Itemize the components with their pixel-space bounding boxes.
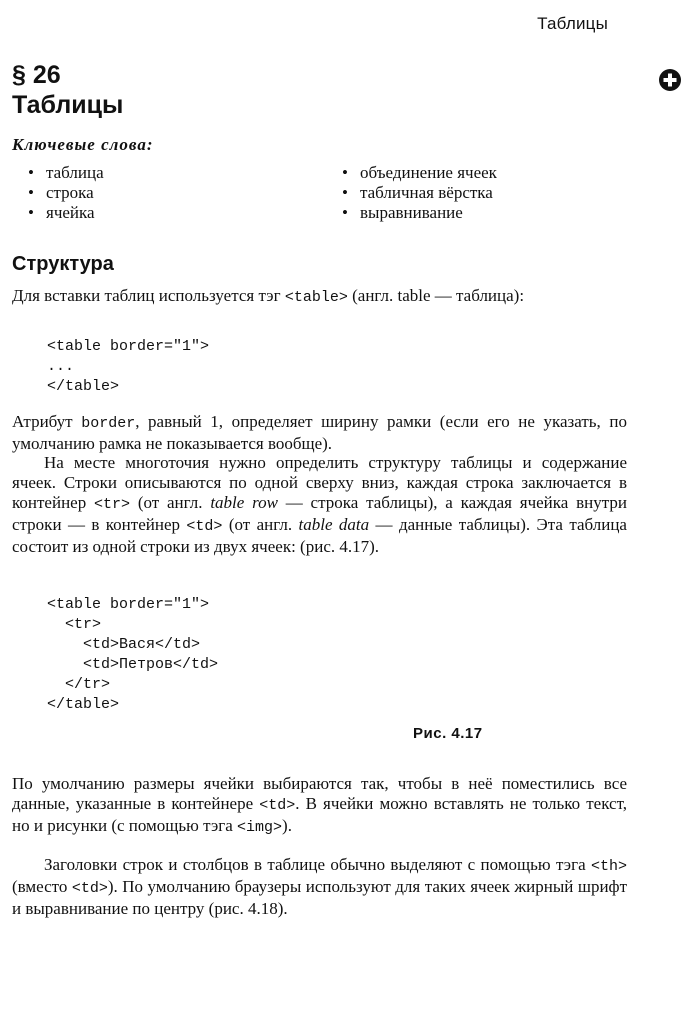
code-line: ... — [47, 358, 75, 375]
keywords-label: Ключевые слова: — [12, 135, 154, 154]
code-line: <td>Вася</td> — [47, 636, 201, 653]
code-line: <table border="1"> — [47, 338, 210, 355]
code-line: </table> — [47, 696, 120, 713]
code-line: <tr> — [47, 616, 102, 633]
keyword-item: • ячейка — [26, 203, 104, 223]
section-number: § 26 — [12, 61, 61, 89]
keywords-list-left — [26, 163, 104, 223]
keywords-list-right — [340, 163, 497, 223]
figure-caption: Рис. 4.17 — [413, 725, 483, 742]
code-line: <table border="1"> — [47, 596, 210, 613]
keyword-item: • таблица — [26, 163, 104, 183]
keyword-item: • выравнивание — [340, 203, 497, 223]
keyword-item: • табличная вёрстка — [340, 183, 497, 203]
running-header: Таблицы — [537, 14, 608, 33]
code-line: </tr> — [47, 676, 111, 693]
code-example-1 — [47, 337, 209, 397]
plus-circle-icon — [658, 68, 682, 92]
paragraph-cell-size: По умолчанию размеры ячейки выбираются так, чтобы в неё поместились все данные, указанные в контейнере <td>. В ячейки можно вставлять не только текст, но и рисунки (с помощью тэга <img>). — [12, 774, 627, 836]
code-line: <td>Петров</td> — [47, 656, 219, 673]
section-title: Таблицы — [12, 91, 124, 119]
paragraph-table-tag: Для вставки таблиц используется тэг <table> (англ. table — таблица): — [12, 286, 525, 306]
structure-heading: Структура — [12, 253, 114, 275]
keyword-item: • объединение ячеек — [340, 163, 497, 183]
code-example-2 — [47, 595, 218, 715]
paragraph-rows-cells: На месте многоточия нужно определить структуру таблицы и содержание ячеек. Строки описываются по одной сверху вниз, каждая строка заключается в контейнер <tr> (от англ. table row — строка таблицы), а каждая ячейка внутри строки — в контейнер <td> (от англ. table data — данные таблицы). Эта таблица состоит из одной строки из двух ячеек: (рис. 4.17). — [12, 453, 627, 556]
keyword-item: • строка — [26, 183, 104, 203]
paragraph-headers: Заголовки строк и столбцов в таблице обычно выделяют с помощью тэга <th> (вместо <td>). По умолчанию браузеры используют для таких ячеек жирный шрифт и выравнивание по центру (рис. 4.18). — [12, 855, 627, 918]
code-line: </table> — [47, 378, 120, 395]
paragraph-border-attr: Атрибут border, равный 1, определяет ширину рамки (если его не указать, по умолчанию рамка не показывается вообще). — [12, 412, 627, 453]
